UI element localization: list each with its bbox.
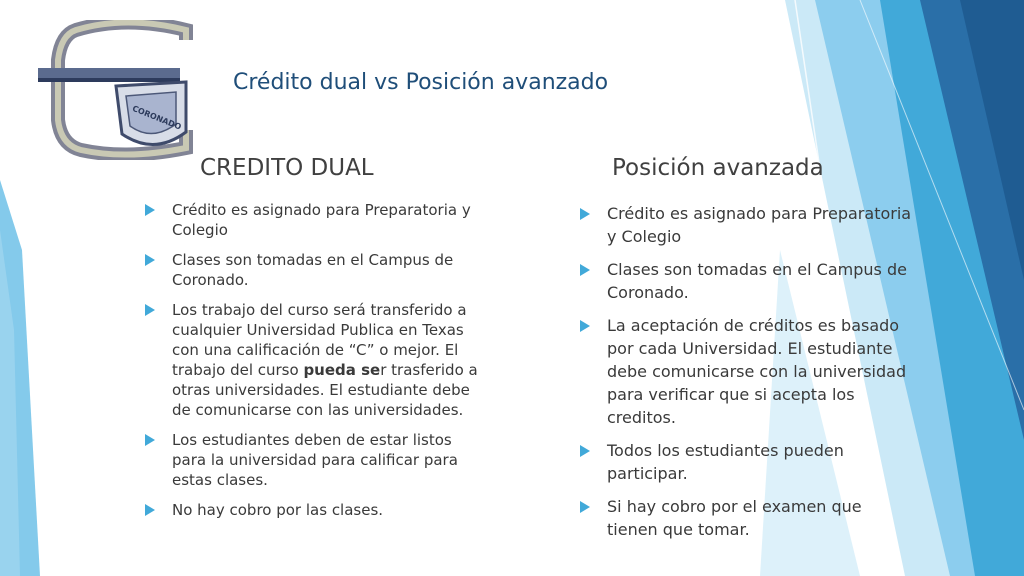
bullet-arrow-icon [580, 320, 590, 332]
bullet-arrow-icon [145, 204, 155, 216]
right-bullet-list [578, 202, 913, 551]
list-item [578, 258, 913, 304]
bullet-arrow-icon [580, 208, 590, 220]
slide-title: Crédito dual vs Posición avanzado [233, 70, 609, 95]
list-item [578, 439, 913, 485]
list-item [143, 500, 488, 520]
bullet-arrow-icon [580, 501, 590, 513]
list-item [143, 200, 488, 240]
list-item [578, 314, 913, 429]
logo-bar [38, 68, 180, 78]
list-item-bold-text: pueda se [303, 361, 381, 379]
list-item [143, 250, 488, 290]
list-item-text: Clases son tomadas en el Campus de Coronado. [607, 260, 907, 302]
list-item-text: Clases son tomadas en el Campus de Coronado. [172, 251, 454, 289]
list-item-text: Los trabajo del curso será transferido a cualquier Universidad Publica en Texas con una calificación de “C” o mejor. El trabajo del curso [172, 301, 467, 379]
list-item-text: r trasferido a otras universidades. El estudiante debe de comunicarse con las universidades. [172, 361, 478, 419]
right-column-heading: Posición avanzada [612, 155, 824, 181]
list-item [578, 495, 913, 541]
list-item-text: Si hay cobro por el examen que tienen que tomar. [607, 497, 862, 539]
list-item-text: Todos los estudiantes pueden participar. [607, 441, 844, 483]
left-bullet-list [143, 200, 488, 530]
list-item [143, 300, 488, 420]
list-item-text: La aceptación de créditos es basado por cada Universidad. El estudiante debe comunicarse con la universidad para verificar que si acepta los creditos. [607, 316, 907, 427]
bullet-arrow-icon [580, 264, 590, 276]
list-item-text: Los estudiantes deben de estar listos para la universidad para calificar para estas clases. [172, 431, 458, 489]
coronado-logo [36, 20, 216, 160]
list-item [143, 430, 488, 490]
bullet-arrow-icon [145, 434, 155, 446]
bullet-arrow-icon [145, 304, 155, 316]
logo-text: CORONADO [130, 103, 183, 132]
left-column-heading: CREDITO DUAL [200, 155, 374, 181]
list-item-text: No hay cobro por las clases. [172, 501, 384, 519]
list-item [578, 202, 913, 248]
bullet-arrow-icon [580, 445, 590, 457]
list-item-text: Crédito es asignado para Preparatoria y Colegio [607, 204, 912, 246]
list-item-text: Crédito es asignado para Preparatoria y Colegio [172, 201, 471, 239]
bullet-arrow-icon [145, 254, 155, 266]
bullet-arrow-icon [145, 504, 155, 516]
